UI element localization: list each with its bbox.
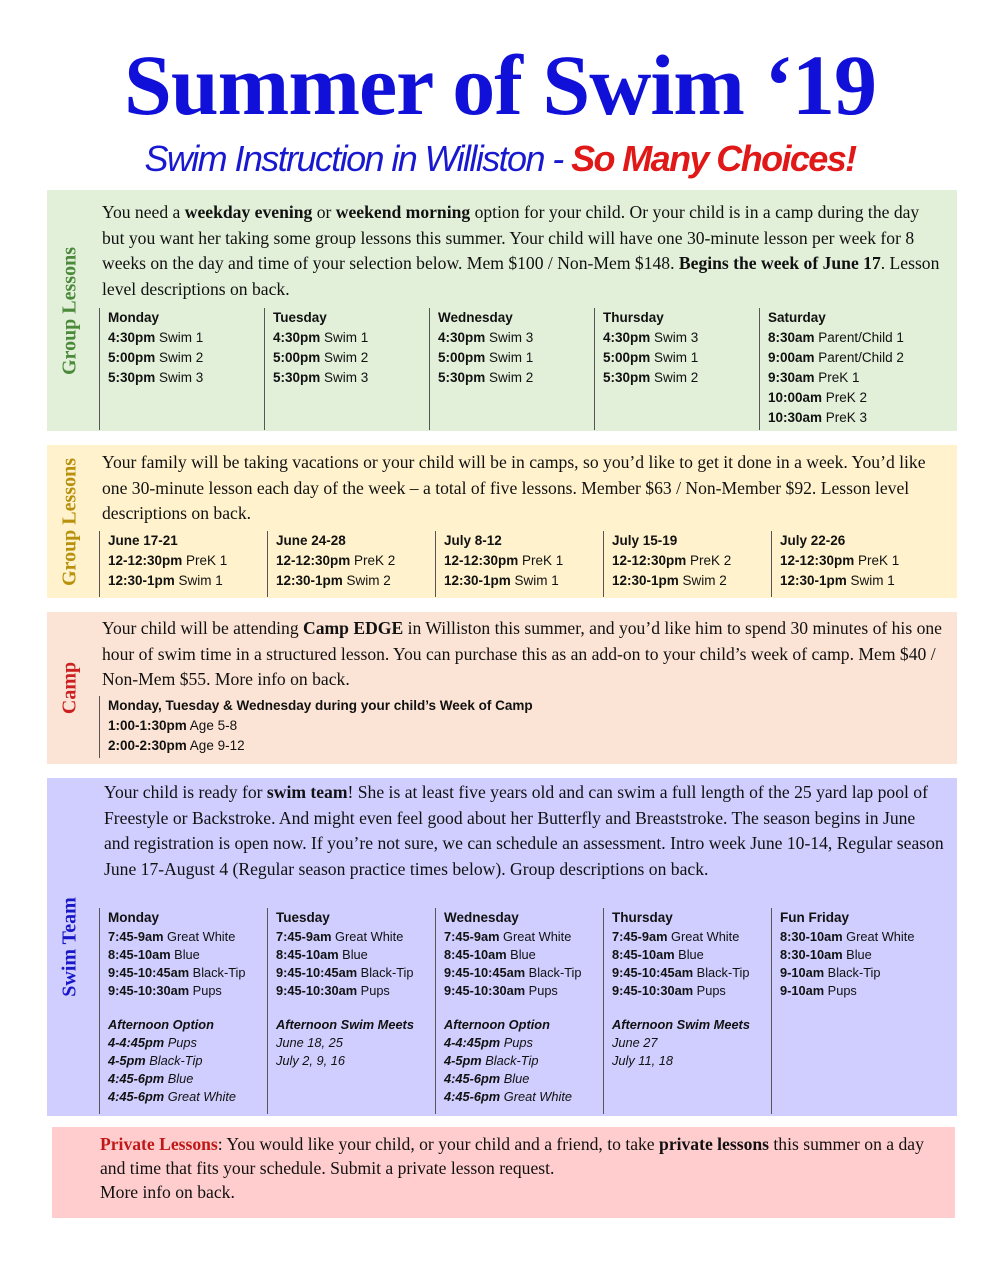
spacer [108,1000,267,1016]
slot-label: Swim 2 [678,573,727,588]
schedule-slot [108,736,699,756]
slot-time: 7:45-9am [612,929,668,944]
afternoon-heading: Afternoon Swim Meets [612,1017,750,1032]
schedule-slot [438,348,594,368]
slot-label: Swim 2 [320,350,369,365]
schedule-slot [444,982,603,1000]
schedule-slot [780,571,939,591]
team-day-column [267,908,435,1114]
slot-label: Swim 3 [485,330,534,345]
slot-time: 9:45-10:30am [276,983,358,998]
side-label-group-lessons-week: Group Lessons [58,457,81,586]
slot-label: Pups [693,983,726,998]
slot-time: 5:30pm [438,370,486,385]
slot-time: 9:00am [768,350,815,365]
week-heading: July 15-19 [612,533,678,548]
slot-label: July 11, 18 [612,1053,673,1068]
schedule-slot [780,946,939,964]
slot-time: 12:30-1pm [780,573,847,588]
slot-label: Swim 1 [650,350,699,365]
slot-label: Black-Tip [357,965,414,980]
camp-intro: Your child will be attending Camp EDGE in Williston this summer, and you’d like him to spend 30 minutes of his one hour of swim time in a structured lesson. You can purchase this as an add-on to your child’s week of camp. Mem $40 / Non-Mem $55. More info on back. [102,618,942,689]
slot-label: Great White [331,929,404,944]
slot-time: 1:00-1:30pm [108,718,187,733]
schedule-slot [108,328,264,348]
slot-time: 12-12:30pm [444,553,519,568]
schedule-slot [444,571,603,591]
day-heading: Wednesday [438,310,513,325]
slot-time: 9:45-10:30am [444,983,526,998]
slot-label: Black-Tip [824,965,881,980]
slot-label: Blue [170,947,200,962]
slot-time: 12-12:30pm [108,553,183,568]
week-heading: June 24-28 [276,533,346,548]
team-day-heading: Wednesday [444,910,519,925]
slot-time: 4:45-6pm [108,1071,165,1086]
slot-time: 7:45-9am [108,929,164,944]
slot-label: Pups [824,983,857,998]
side-label-group-lessons: Group Lessons [58,246,81,375]
slot-label: Swim 2 [155,350,204,365]
slot-label: PreK 2 [822,390,868,405]
slot-time: 4:30pm [108,330,156,345]
schedule-slot [444,1034,603,1052]
slot-label: PreK 2 [686,553,732,568]
schedule-slot [108,571,267,591]
slot-label: Great White [499,929,572,944]
slot-label: PreK 2 [350,553,396,568]
slot-label: Pups [189,983,222,998]
side-label-swim-team: Swim Team [58,897,81,997]
slot-label: Swim 3 [320,370,369,385]
schedule-slot [108,1034,267,1052]
slot-label: Blue [842,947,872,962]
spacer [276,1000,435,1016]
week-schedule-grid [99,531,939,597]
schedule-slot [108,928,267,946]
schedule-slot [273,328,429,348]
slot-label: Blue [500,1071,530,1086]
day-column [99,308,264,430]
day-column [759,308,924,430]
slot-time: 8:30am [768,330,815,345]
slot-time: 8:45-10am [444,947,507,962]
slot-label: Swim 2 [485,370,534,385]
schedule-slot [276,964,435,982]
afternoon-heading: Afternoon Swim Meets [276,1017,414,1032]
slot-time: 7:45-9am [276,929,332,944]
slot-label: Great White [667,929,740,944]
schedule-slot [768,368,924,388]
slot-label: Great White [163,929,236,944]
slot-time: 4-4:45pm [108,1035,165,1050]
slot-label: Pups [525,983,558,998]
team-day-column [99,908,267,1114]
slot-label: Age 9-12 [186,738,245,753]
week-heading: July 8-12 [444,533,502,548]
page-subtitle [0,134,1000,184]
schedule-slot [108,716,699,736]
schedule-slot [108,982,267,1000]
schedule-slot [273,348,429,368]
subtitle-accent: So Many Choices! [571,138,856,179]
camp-section [47,612,957,764]
team-day-column [603,908,771,1114]
slot-time: 5:00pm [273,350,321,365]
group-lessons-weekly-intro: You need a weekday evening or weekend morning option for your child. Or your child is in a camp during the day but you want her taking some group lessons this summer. Your child will have one 30-minute lesson per week for 8 weeks on the day and time of your selection below. Mem $100 / Non-Mem $148. Begins the week of June 17. Lesson level descriptions on back. [102,202,940,299]
schedule-slot [603,348,759,368]
schedule-slot [276,1034,435,1052]
schedule-slot [444,1088,603,1106]
slot-label: PreK 1 [518,553,564,568]
schedule-slot [444,964,603,982]
slot-label: Black-Tip [693,965,750,980]
slot-time: 4-5pm [108,1053,146,1068]
slot-time: 5:00pm [603,350,651,365]
schedule-slot [768,388,924,408]
day-column [594,308,759,430]
slot-label: Black-Tip [481,1053,539,1068]
schedule-slot [768,348,924,368]
subtitle-main: Swim Instruction in Williston - [144,138,572,179]
team-day-heading: Monday [108,910,160,925]
private-lessons-section [52,1127,955,1218]
slot-time: 9:45-10:30am [612,983,694,998]
team-day-heading: Tuesday [276,910,330,925]
slot-label: Great White [500,1089,573,1104]
slot-label: Swim 2 [650,370,699,385]
schedule-slot [612,982,771,1000]
slot-label: Age 5-8 [186,718,238,733]
slot-time: 2:00-2:30pm [108,738,187,753]
slot-time: 5:30pm [273,370,321,385]
week-column [267,531,435,597]
slot-time: 8:30-10am [780,929,843,944]
schedule-slot [768,408,924,428]
schedule-slot [603,368,759,388]
slot-label: Great White [164,1089,237,1104]
group-lessons-week-intro: Your family will be taking vacations or your child will be in camps, so you’d like to get it done in a week. You’d like one 30-minute lesson each day of the week – a total of five lessons. Member $63 / Non-Member $92. Lesson level descriptions on back. [102,452,926,523]
slot-time: 9-10am [780,983,825,998]
slot-time: 12-12:30pm [276,553,351,568]
week-column [603,531,771,597]
day-heading: Monday [108,310,160,325]
schedule-slot [444,1070,603,1088]
slot-time: 9:45-10:45am [108,965,190,980]
schedule-slot [276,571,435,591]
afternoon-heading: Afternoon Option [444,1017,550,1032]
slot-time: 10:00am [768,390,823,405]
schedule-slot [438,328,594,348]
slot-time: 4-5pm [444,1053,482,1068]
slot-time: 4:30pm [438,330,486,345]
slot-label: Parent/Child 2 [814,350,904,365]
slot-time: 10:30am [768,410,823,425]
slot-time: 5:30pm [603,370,651,385]
schedule-slot [276,946,435,964]
swim-team-section [47,778,957,1116]
day-column [264,308,429,430]
schedule-slot [108,964,267,982]
slot-label: Parent/Child 1 [814,330,904,345]
slot-label: Black-Tip [145,1053,203,1068]
slot-label: Pups [357,983,390,998]
schedule-slot [438,368,594,388]
slot-time: 4:45-6pm [444,1089,501,1104]
day-heading: Tuesday [273,310,327,325]
schedule-slot [768,328,924,348]
slot-time: 9-10am [780,965,825,980]
slot-label: Swim 1 [510,573,559,588]
day-heading: Thursday [603,310,664,325]
schedule-slot [108,551,267,571]
schedule-slot [603,328,759,348]
slot-label: PreK 3 [822,410,868,425]
schedule-slot [612,571,771,591]
schedule-slot [612,1034,771,1052]
slot-label: Swim 2 [342,573,391,588]
schedule-slot [612,964,771,982]
slot-label: Blue [506,947,536,962]
week-column [435,531,603,597]
schedule-slot [444,928,603,946]
slot-label: Swim 1 [155,330,204,345]
slot-time: 5:30pm [108,370,156,385]
week-column [99,531,267,597]
schedule-slot [108,946,267,964]
schedule-slot [444,946,603,964]
schedule-slot [108,1070,267,1088]
slot-label: Blue [338,947,368,962]
camp-schedule [99,696,699,758]
schedule-slot [444,551,603,571]
slot-time: 12:30-1pm [276,573,343,588]
team-day-heading: Fun Friday [780,910,850,925]
slot-label: Blue [674,947,704,962]
slot-time: 12:30-1pm [444,573,511,588]
schedule-slot [612,551,771,571]
slot-label: Swim 1 [174,573,223,588]
schedule-slot [780,551,939,571]
spacer [612,1000,771,1016]
slot-time: 12-12:30pm [612,553,687,568]
slot-time: 4-4:45pm [444,1035,501,1050]
slot-label: June 27 [612,1035,658,1050]
schedule-slot [612,946,771,964]
camp-schedule-column [99,696,699,758]
slot-time: 9:45-10:45am [276,965,358,980]
slot-label: June 18, 25 [276,1035,343,1050]
camp-schedule-head: Monday, Tuesday & Wednesday during your child’s Week of Camp [108,698,533,713]
side-label-camp: Camp [58,661,81,715]
weekly-schedule-grid [99,308,924,430]
schedule-slot [273,368,429,388]
schedule-slot [276,1052,435,1070]
slot-time: 5:00pm [108,350,156,365]
slot-label: Black-Tip [189,965,246,980]
slot-label: PreK 1 [182,553,228,568]
slot-time: 4:45-6pm [108,1089,165,1104]
slot-label: Swim 3 [650,330,699,345]
team-day-column [435,908,603,1114]
slot-time: 12:30-1pm [108,573,175,588]
schedule-slot [780,982,939,1000]
spacer [444,1000,603,1016]
slot-time: 9:45-10:45am [612,965,694,980]
slot-label: Black-Tip [525,965,582,980]
slot-time: 4:30pm [603,330,651,345]
schedule-slot [780,928,939,946]
slot-time: 9:45-10:45am [444,965,526,980]
slot-label: Blue [164,1071,194,1086]
slot-time: 4:30pm [273,330,321,345]
schedule-slot [108,348,264,368]
slot-time: 8:45-10am [276,947,339,962]
slot-label: Swim 1 [320,330,369,345]
slot-time: 4:45-6pm [444,1071,501,1086]
slot-label: July 2, 9, 16 [276,1053,346,1068]
slot-time: 9:45-10:30am [108,983,190,998]
schedule-slot [108,1052,267,1070]
week-heading: July 22-26 [780,533,846,548]
day-column [429,308,594,430]
private-lessons-text: Private Lessons: You would like your child, or your child and a friend, to take private lessons this summer on a day and time that fits your schedule. Submit a private lesson request. More info on back. [100,1134,924,1202]
slot-time: 8:45-10am [108,947,171,962]
slot-label: PreK 1 [854,553,900,568]
slot-label: Pups [164,1035,197,1050]
schedule-slot [780,964,939,982]
slot-label: Pups [500,1035,533,1050]
slot-label: Swim 3 [155,370,204,385]
schedule-slot [276,928,435,946]
slot-time: 12-12:30pm [780,553,855,568]
swim-team-schedule-grid [99,908,939,1114]
slot-time: 9:30am [768,370,815,385]
slot-label: Swim 1 [485,350,534,365]
afternoon-heading: Afternoon Option [108,1017,214,1032]
slot-label: Swim 1 [846,573,895,588]
page-title: Summer of Swim ‘19 [124,37,876,133]
schedule-slot [108,1088,267,1106]
schedule-slot [108,368,264,388]
team-day-column [771,908,939,1114]
week-heading: June 17-21 [108,533,178,548]
schedule-slot [612,1052,771,1070]
slot-time: 12:30-1pm [612,573,679,588]
team-day-heading: Thursday [612,910,673,925]
schedule-slot [276,551,435,571]
slot-time: 8:30-10am [780,947,843,962]
group-lessons-weekly-section [47,190,957,431]
slot-label: Great White [842,929,915,944]
slot-time: 7:45-9am [444,929,500,944]
schedule-slot [444,1052,603,1070]
slot-time: 8:45-10am [612,947,675,962]
group-lessons-week-section [47,445,957,598]
schedule-slot [276,982,435,1000]
week-column [771,531,939,597]
day-heading: Saturday [768,310,826,325]
swim-team-intro: Your child is ready for swim team! She is at least five years old and can swim a full length of the 25 yard lap pool of Freestyle or Backstroke. And might even feel good about her Butterfly and Breaststroke. The season begins in June and registration is open now. If you’re not sure, we can schedule an assessment. Intro week June 10-14, Regular season June 17-August 4 (Regular season practice times below). Group descriptions on back. [104,782,944,879]
slot-label: PreK 1 [814,370,860,385]
slot-time: 5:00pm [438,350,486,365]
schedule-slot [612,928,771,946]
